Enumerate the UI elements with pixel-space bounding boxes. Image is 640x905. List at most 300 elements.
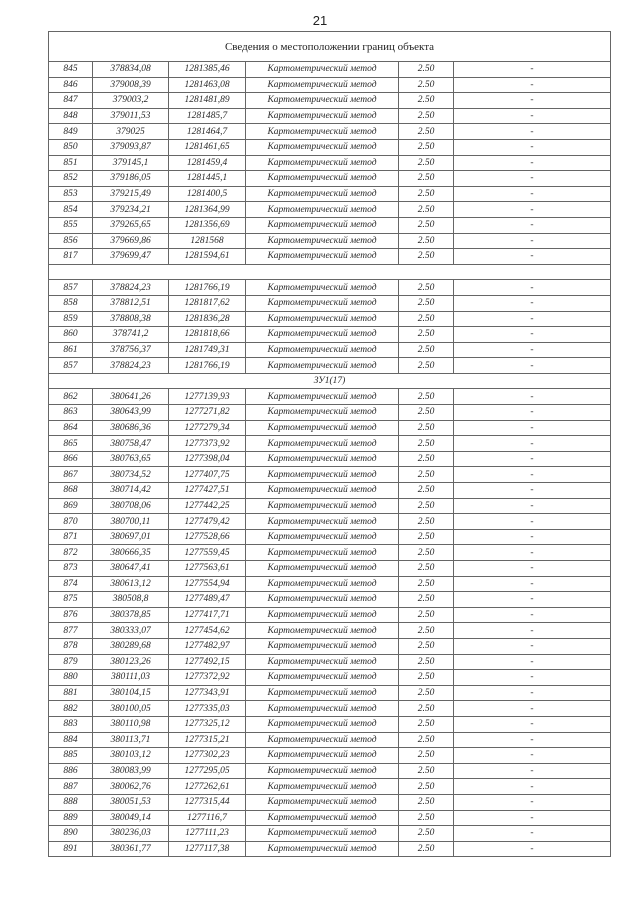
table-row (49, 155, 611, 171)
cell-point-number: 882 (49, 701, 93, 717)
cell-accuracy: 2.50 (399, 77, 454, 93)
cell-y-coordinate: 1281818,66 (169, 327, 246, 343)
table-row (49, 451, 611, 467)
table-row (49, 202, 611, 218)
cell-note: - (454, 514, 611, 530)
cell-y-coordinate: 1281400,5 (169, 186, 246, 202)
cell-point-number: 874 (49, 576, 93, 592)
cell-method: Картометрический метод (246, 124, 399, 140)
cell-method: Картометрический метод (246, 732, 399, 748)
cell-note: - (454, 108, 611, 124)
cell-note: - (454, 155, 611, 171)
cell-x-coordinate: 380613,12 (93, 576, 169, 592)
cell-accuracy: 2.50 (399, 561, 454, 577)
cell-method: Картометрический метод (246, 670, 399, 686)
cell-x-coordinate: 380051,53 (93, 794, 169, 810)
table-row (49, 748, 611, 764)
blank-cell (49, 264, 611, 280)
cell-x-coordinate: 380289,68 (93, 638, 169, 654)
cell-accuracy: 2.50 (399, 311, 454, 327)
table-row (49, 327, 611, 343)
cell-y-coordinate: 1277417,71 (169, 607, 246, 623)
cell-method: Картометрический метод (246, 685, 399, 701)
cell-note: - (454, 171, 611, 187)
cell-method: Картометрический метод (246, 763, 399, 779)
cell-accuracy: 2.50 (399, 685, 454, 701)
cell-point-number: 861 (49, 342, 93, 358)
cell-x-coordinate: 379145,1 (93, 155, 169, 171)
cell-note: - (454, 436, 611, 452)
cell-accuracy: 2.50 (399, 748, 454, 764)
cell-point-number: 875 (49, 592, 93, 608)
cell-y-coordinate: 1277302,23 (169, 748, 246, 764)
table-row (49, 685, 611, 701)
cell-accuracy: 2.50 (399, 451, 454, 467)
cell-y-coordinate: 1281464,7 (169, 124, 246, 140)
cell-method: Картометрический метод (246, 171, 399, 187)
cell-note: - (454, 420, 611, 436)
cell-point-number: 853 (49, 186, 93, 202)
cell-point-number: 859 (49, 311, 93, 327)
cell-x-coordinate: 379265,65 (93, 217, 169, 233)
cell-x-coordinate: 380113,71 (93, 732, 169, 748)
table-row (49, 405, 611, 421)
cell-accuracy: 2.50 (399, 670, 454, 686)
cell-x-coordinate: 379234,21 (93, 202, 169, 218)
table-row (49, 779, 611, 795)
cell-accuracy: 2.50 (399, 623, 454, 639)
cell-method: Картометрический метод (246, 841, 399, 857)
cell-accuracy: 2.50 (399, 93, 454, 109)
table-row (49, 545, 611, 561)
cell-accuracy: 2.50 (399, 295, 454, 311)
cell-y-coordinate: 1277262,61 (169, 779, 246, 795)
cell-accuracy: 2.50 (399, 327, 454, 343)
cell-note: - (454, 826, 611, 842)
cell-x-coordinate: 380508,8 (93, 592, 169, 608)
cell-note: - (454, 342, 611, 358)
cell-point-number: 877 (49, 623, 93, 639)
cell-note: - (454, 841, 611, 857)
cell-note: - (454, 217, 611, 233)
blank-row (49, 264, 611, 280)
cell-point-number: 855 (49, 217, 93, 233)
cell-note: - (454, 529, 611, 545)
cell-x-coordinate: 380361,77 (93, 841, 169, 857)
cell-y-coordinate: 1277528,66 (169, 529, 246, 545)
cell-accuracy: 2.50 (399, 280, 454, 296)
cell-y-coordinate: 1277372,92 (169, 670, 246, 686)
table-row (49, 217, 611, 233)
cell-note: - (454, 93, 611, 109)
cell-note: - (454, 670, 611, 686)
cell-accuracy: 2.50 (399, 576, 454, 592)
cell-y-coordinate: 1281463,08 (169, 77, 246, 93)
cell-accuracy: 2.50 (399, 217, 454, 233)
cell-y-coordinate: 1277373,92 (169, 436, 246, 452)
cell-note: - (454, 545, 611, 561)
cell-note: - (454, 607, 611, 623)
page-number: 21 (312, 13, 328, 28)
table-row (49, 592, 611, 608)
cell-method: Картометрический метод (246, 748, 399, 764)
cell-accuracy: 2.50 (399, 171, 454, 187)
cell-method: Картометрический метод (246, 249, 399, 265)
cell-x-coordinate: 379093,87 (93, 139, 169, 155)
cell-method: Картометрический метод (246, 607, 399, 623)
cell-note: - (454, 327, 611, 343)
table-row (49, 826, 611, 842)
cell-method: Картометрический метод (246, 451, 399, 467)
table-row (49, 841, 611, 857)
cell-point-number: 860 (49, 327, 93, 343)
table-title: Сведения о местоположении границ объекта (49, 32, 611, 62)
cell-point-number: 862 (49, 389, 93, 405)
cell-x-coordinate: 380708,06 (93, 498, 169, 514)
cell-accuracy: 2.50 (399, 841, 454, 857)
cell-method: Картометрический метод (246, 498, 399, 514)
section-label: ЗУ1(17) (49, 373, 611, 389)
table-row (49, 670, 611, 686)
table-row (49, 295, 611, 311)
cell-y-coordinate: 1277315,21 (169, 732, 246, 748)
cell-point-number: 865 (49, 436, 93, 452)
cell-accuracy: 2.50 (399, 420, 454, 436)
cell-method: Картометрический метод (246, 545, 399, 561)
cell-point-number: 870 (49, 514, 93, 530)
table-row (49, 467, 611, 483)
cell-accuracy: 2.50 (399, 701, 454, 717)
cell-note: - (454, 62, 611, 78)
cell-note: - (454, 638, 611, 654)
cell-y-coordinate: 1281364,99 (169, 202, 246, 218)
cell-method: Картометрический метод (246, 233, 399, 249)
cell-accuracy: 2.50 (399, 607, 454, 623)
table-row (49, 93, 611, 109)
table-row (49, 638, 611, 654)
cell-note: - (454, 794, 611, 810)
cell-x-coordinate: 380083,99 (93, 763, 169, 779)
cell-note: - (454, 732, 611, 748)
table-row (49, 794, 611, 810)
cell-note: - (454, 311, 611, 327)
cell-accuracy: 2.50 (399, 202, 454, 218)
cell-x-coordinate: 378812,51 (93, 295, 169, 311)
cell-note: - (454, 77, 611, 93)
cell-method: Картометрический метод (246, 701, 399, 717)
cell-x-coordinate: 378756,37 (93, 342, 169, 358)
cell-y-coordinate: 1281461,65 (169, 139, 246, 155)
cell-note: - (454, 280, 611, 296)
cell-note: - (454, 701, 611, 717)
cell-x-coordinate: 379186,05 (93, 171, 169, 187)
cell-method: Картометрический метод (246, 779, 399, 795)
cell-method: Картометрический метод (246, 561, 399, 577)
cell-x-coordinate: 378834,08 (93, 62, 169, 78)
cell-point-number: 876 (49, 607, 93, 623)
section-row (49, 373, 611, 389)
table-row (49, 108, 611, 124)
cell-method: Картометрический метод (246, 389, 399, 405)
cell-accuracy: 2.50 (399, 139, 454, 155)
cell-accuracy: 2.50 (399, 779, 454, 795)
cell-method: Картометрический метод (246, 139, 399, 155)
cell-method: Картометрический метод (246, 420, 399, 436)
cell-point-number: 851 (49, 155, 93, 171)
cell-method: Картометрический метод (246, 654, 399, 670)
cell-accuracy: 2.50 (399, 155, 454, 171)
cell-note: - (454, 561, 611, 577)
cell-y-coordinate: 1277116,7 (169, 810, 246, 826)
cell-x-coordinate: 379669,86 (93, 233, 169, 249)
cell-method: Картометрический метод (246, 108, 399, 124)
cell-note: - (454, 576, 611, 592)
cell-point-number: 847 (49, 93, 93, 109)
table-row (49, 716, 611, 732)
table-row (49, 389, 611, 405)
cell-point-number: 869 (49, 498, 93, 514)
cell-y-coordinate: 1277139,93 (169, 389, 246, 405)
cell-x-coordinate: 380714,42 (93, 483, 169, 499)
table-row (49, 763, 611, 779)
cell-point-number: 863 (49, 405, 93, 421)
cell-y-coordinate: 1281481,89 (169, 93, 246, 109)
cell-x-coordinate: 380697,01 (93, 529, 169, 545)
table-row (49, 623, 611, 639)
cell-accuracy: 2.50 (399, 514, 454, 530)
cell-x-coordinate: 379003,2 (93, 93, 169, 109)
cell-x-coordinate: 378808,38 (93, 311, 169, 327)
cell-y-coordinate: 1281568 (169, 233, 246, 249)
cell-accuracy: 2.50 (399, 108, 454, 124)
cell-point-number: 858 (49, 295, 93, 311)
table-row (49, 186, 611, 202)
cell-note: - (454, 124, 611, 140)
table-row (49, 77, 611, 93)
cell-x-coordinate: 379699,47 (93, 249, 169, 265)
table-row (49, 529, 611, 545)
table-row (49, 280, 611, 296)
cell-point-number: 890 (49, 826, 93, 842)
cell-x-coordinate: 380049,14 (93, 810, 169, 826)
cell-method: Картометрический метод (246, 186, 399, 202)
cell-x-coordinate: 380686,36 (93, 420, 169, 436)
table-row (49, 732, 611, 748)
cell-note: - (454, 685, 611, 701)
cell-y-coordinate: 1277271,82 (169, 405, 246, 421)
cell-note: - (454, 763, 611, 779)
table-row (49, 249, 611, 265)
cell-point-number: 817 (49, 249, 93, 265)
cell-note: - (454, 389, 611, 405)
cell-method: Картометрический метод (246, 327, 399, 343)
cell-x-coordinate: 378741,2 (93, 327, 169, 343)
cell-point-number: 888 (49, 794, 93, 810)
cell-x-coordinate: 379011,53 (93, 108, 169, 124)
cell-x-coordinate: 380104,15 (93, 685, 169, 701)
cell-x-coordinate: 378824,23 (93, 358, 169, 374)
table-row (49, 171, 611, 187)
table-row (49, 342, 611, 358)
cell-method: Картометрический метод (246, 638, 399, 654)
cell-note: - (454, 483, 611, 499)
cell-point-number: 881 (49, 685, 93, 701)
cell-method: Картометрический метод (246, 93, 399, 109)
cell-note: - (454, 654, 611, 670)
cell-method: Картометрический метод (246, 405, 399, 421)
cell-y-coordinate: 1277482,97 (169, 638, 246, 654)
cell-x-coordinate: 380734,52 (93, 467, 169, 483)
cell-point-number: 852 (49, 171, 93, 187)
cell-note: - (454, 498, 611, 514)
cell-note: - (454, 358, 611, 374)
cell-accuracy: 2.50 (399, 249, 454, 265)
table-row (49, 576, 611, 592)
cell-y-coordinate: 1277315,44 (169, 794, 246, 810)
cell-note: - (454, 405, 611, 421)
cell-x-coordinate: 380111,03 (93, 670, 169, 686)
cell-point-number: 846 (49, 77, 93, 93)
cell-note: - (454, 202, 611, 218)
cell-note: - (454, 233, 611, 249)
cell-point-number: 857 (49, 280, 93, 296)
cell-accuracy: 2.50 (399, 826, 454, 842)
cell-y-coordinate: 1277111,23 (169, 826, 246, 842)
cell-point-number: 879 (49, 654, 93, 670)
cell-point-number: 848 (49, 108, 93, 124)
cell-accuracy: 2.50 (399, 716, 454, 732)
cell-point-number: 857 (49, 358, 93, 374)
cell-y-coordinate: 1277295,05 (169, 763, 246, 779)
cell-method: Картометрический метод (246, 358, 399, 374)
cell-y-coordinate: 1277442,25 (169, 498, 246, 514)
cell-method: Картометрический метод (246, 826, 399, 842)
cell-note: - (454, 139, 611, 155)
table-body (49, 32, 611, 857)
cell-y-coordinate: 1277407,75 (169, 467, 246, 483)
cell-note: - (454, 779, 611, 795)
cell-y-coordinate: 1277427,51 (169, 483, 246, 499)
cell-point-number: 883 (49, 716, 93, 732)
cell-point-number: 871 (49, 529, 93, 545)
cell-x-coordinate: 380103,12 (93, 748, 169, 764)
cell-y-coordinate: 1277559,45 (169, 545, 246, 561)
cell-method: Картометрический метод (246, 62, 399, 78)
cell-method: Картометрический метод (246, 467, 399, 483)
cell-point-number: 866 (49, 451, 93, 467)
cell-point-number: 864 (49, 420, 93, 436)
cell-accuracy: 2.50 (399, 467, 454, 483)
cell-x-coordinate: 380110,98 (93, 716, 169, 732)
cell-y-coordinate: 1277325,12 (169, 716, 246, 732)
table-row (49, 607, 611, 623)
table-row (49, 436, 611, 452)
cell-accuracy: 2.50 (399, 342, 454, 358)
cell-accuracy: 2.50 (399, 794, 454, 810)
cell-accuracy: 2.50 (399, 732, 454, 748)
cell-method: Картометрический метод (246, 202, 399, 218)
cell-y-coordinate: 1277489,47 (169, 592, 246, 608)
cell-accuracy: 2.50 (399, 763, 454, 779)
table-row (49, 810, 611, 826)
cell-point-number: 887 (49, 779, 93, 795)
table-title-row (49, 32, 611, 62)
cell-note: - (454, 467, 611, 483)
cell-y-coordinate: 1277479,42 (169, 514, 246, 530)
cell-accuracy: 2.50 (399, 389, 454, 405)
cell-x-coordinate: 380700,11 (93, 514, 169, 530)
cell-accuracy: 2.50 (399, 186, 454, 202)
cell-x-coordinate: 379025 (93, 124, 169, 140)
cell-point-number: 878 (49, 638, 93, 654)
cell-x-coordinate: 380763,65 (93, 451, 169, 467)
cell-point-number: 850 (49, 139, 93, 155)
table-row (49, 498, 611, 514)
cell-accuracy: 2.50 (399, 483, 454, 499)
cell-y-coordinate: 1277554,94 (169, 576, 246, 592)
cell-method: Картометрический метод (246, 592, 399, 608)
cell-x-coordinate: 380666,35 (93, 545, 169, 561)
cell-note: - (454, 748, 611, 764)
cell-y-coordinate: 1281749,31 (169, 342, 246, 358)
cell-y-coordinate: 1281445,1 (169, 171, 246, 187)
table-row (49, 701, 611, 717)
cell-accuracy: 2.50 (399, 62, 454, 78)
cell-y-coordinate: 1277563,61 (169, 561, 246, 577)
cell-x-coordinate: 380236,03 (93, 826, 169, 842)
cell-point-number: 856 (49, 233, 93, 249)
cell-method: Картометрический метод (246, 514, 399, 530)
cell-accuracy: 2.50 (399, 654, 454, 670)
cell-accuracy: 2.50 (399, 592, 454, 608)
cell-point-number: 889 (49, 810, 93, 826)
cell-y-coordinate: 1277398,04 (169, 451, 246, 467)
cell-method: Картометрический метод (246, 77, 399, 93)
cell-method: Картометрический метод (246, 794, 399, 810)
cell-point-number: 872 (49, 545, 93, 561)
table-row (49, 311, 611, 327)
cell-accuracy: 2.50 (399, 436, 454, 452)
cell-x-coordinate: 380100,05 (93, 701, 169, 717)
cell-y-coordinate: 1281594,61 (169, 249, 246, 265)
cell-y-coordinate: 1277117,38 (169, 841, 246, 857)
cell-y-coordinate: 1281356,69 (169, 217, 246, 233)
cell-point-number: 867 (49, 467, 93, 483)
table-row (49, 358, 611, 374)
cell-point-number: 885 (49, 748, 93, 764)
cell-x-coordinate: 380641,26 (93, 389, 169, 405)
cell-method: Картометрический метод (246, 483, 399, 499)
cell-note: - (454, 716, 611, 732)
table-row (49, 62, 611, 78)
cell-point-number: 868 (49, 483, 93, 499)
cell-method: Картометрический метод (246, 810, 399, 826)
cell-accuracy: 2.50 (399, 233, 454, 249)
cell-y-coordinate: 1281459,4 (169, 155, 246, 171)
cell-accuracy: 2.50 (399, 498, 454, 514)
cell-accuracy: 2.50 (399, 810, 454, 826)
cell-method: Картометрический метод (246, 217, 399, 233)
cell-y-coordinate: 1277454,62 (169, 623, 246, 639)
cell-method: Картометрический метод (246, 436, 399, 452)
cell-method: Картометрический метод (246, 155, 399, 171)
cell-x-coordinate: 380062,76 (93, 779, 169, 795)
cell-point-number: 891 (49, 841, 93, 857)
cell-x-coordinate: 380647,41 (93, 561, 169, 577)
cell-y-coordinate: 1281766,19 (169, 280, 246, 296)
cell-y-coordinate: 1281836,28 (169, 311, 246, 327)
cell-y-coordinate: 1277335,03 (169, 701, 246, 717)
